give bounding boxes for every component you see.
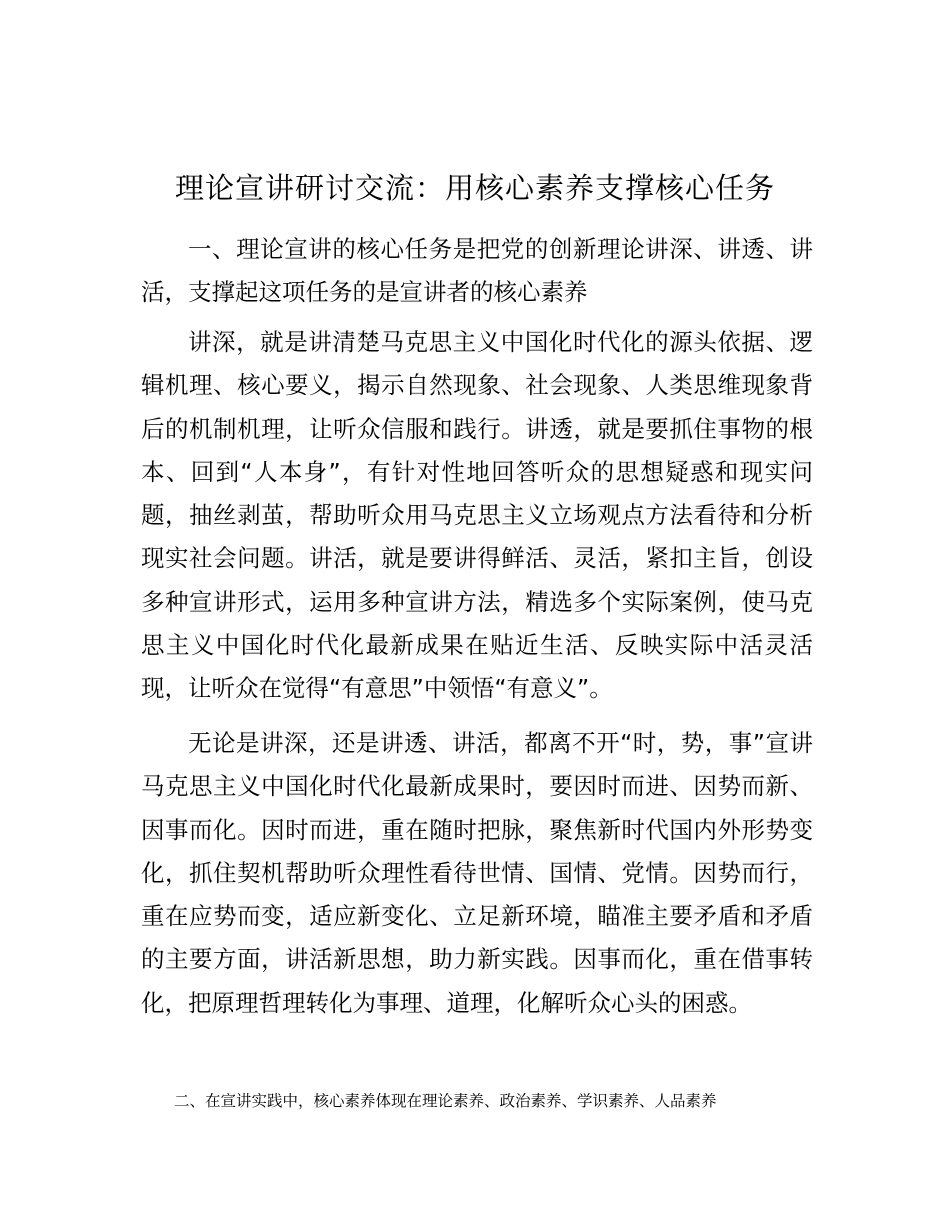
section-heading-two: 二、在宣讲实践中，核心素养体现在理论素养、政治素养、学识素养、人品素养	[174, 1092, 717, 1110]
document-title: 理论宣讲研讨交流：用核心素养支撑核心任务	[174, 171, 775, 205]
paragraph-explain-depth: 讲深，就是讲清楚马克思主义中国化时代化的源头依据、逻辑机理、核心要义，揭示自然现象、社会现象、人类思维现象背后的机制机理，让听众信服和践行。讲透，就是要抓住事物的根本、回到“人本身”，有针对性地回答听众的思想疑惑和现实问题，抽丝剥茧，帮助听众用马克思主义立场观点方法看待和分析现实社会问题。讲活，就是要讲得鲜活、灵活，紧扣主旨，创设多种宣讲形式，运用多种宣讲方法，精选多个实际案例，使马克思主义中国化时代化最新成果在贴近生活、反映实际中活灵活现，让听众在觉得“有意思”中领悟“有意义”。	[141, 328, 813, 703]
paragraph-time-situation-event: 无论是讲深，还是讲透、讲活，都离不开“时，势，事”宣讲马克思主义中国化时代化最新成果时，要因时而进、因势而新、因事而化。因时而进，重在随时把脉，聚焦新时代国内外形势变化，抓住契机帮助听众理性看待世情、国情、党情。因势而行，重在应势而变，适应新变化、立足新环境，瞄准主要矛盾和矛盾的主要方面，讲活新思想，助力新实践。因事而化，重在借事转化，把原理哲理转化为事理、道理，化解听众心头的困惑。	[141, 729, 813, 1017]
section-heading-one: 一、理论宣讲的核心任务是把党的创新理论讲深、讲透、讲活，支撑起这项任务的是宣讲者的核心素养	[141, 235, 813, 307]
